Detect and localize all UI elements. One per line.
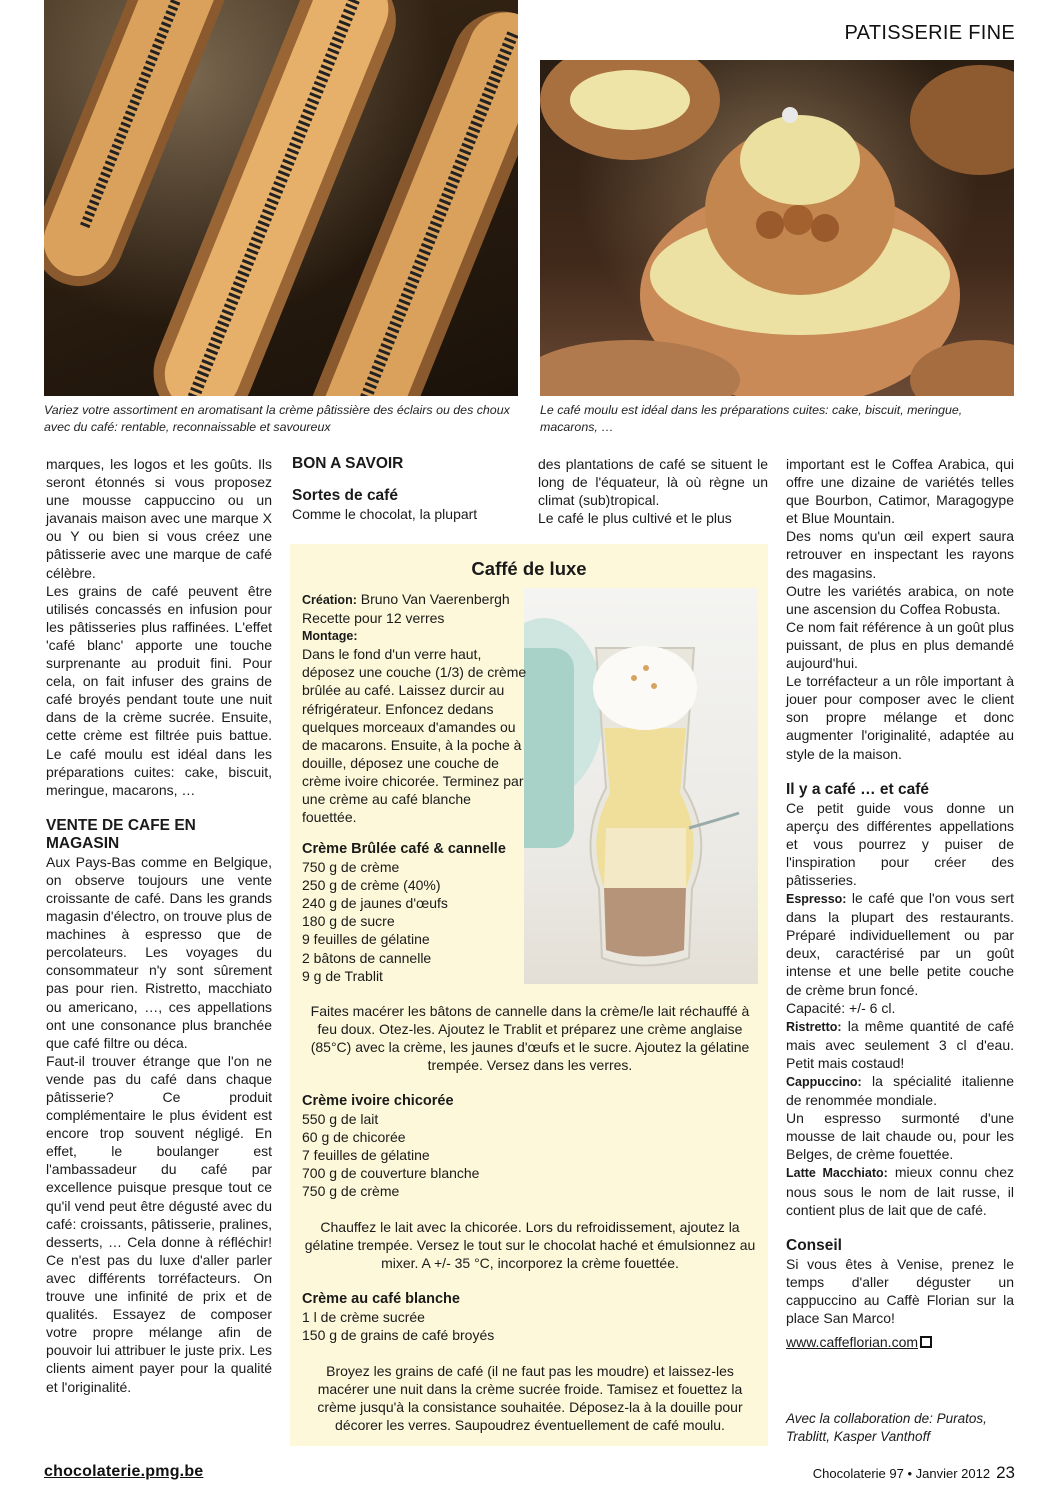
ingredient: 750 g de crème: [302, 1183, 400, 1200]
recipe-intro: [302, 590, 528, 826]
ingredient: 750 g de crème: [302, 859, 400, 876]
choux-photo: [540, 60, 1014, 396]
column-3: [538, 455, 768, 527]
heading-il-y-a-cafe: Il y a café … et café: [786, 780, 930, 798]
blanche-ingredients: [302, 1290, 758, 1344]
label: Création:: [302, 593, 357, 607]
ingredient: 60 g de chicorée: [302, 1129, 406, 1146]
heading-ivoire: Crème ivoire chicorée: [302, 1093, 454, 1109]
caption-left: Variez votre assortiment en aromatisant la crème pâtissière des éclairs ou des choux avec du café: rentable, reconnaissable et savoureux: [44, 403, 510, 434]
caption-right: Le café moulu est idéal dans les préparations cuites: cake, biscuit, meringue, macarons, …: [540, 403, 963, 434]
ingredient: 180 g de sucre: [302, 913, 395, 930]
ristretto-entry: [786, 1017, 1014, 1072]
label: Latte Macchiato:: [786, 1166, 888, 1181]
ingredient: 9 feuilles de gélatine: [302, 931, 430, 948]
footer-issue: [813, 1463, 1015, 1483]
ingredient: 240 g de jaunes d'œufs: [302, 895, 448, 912]
column-2: [292, 455, 518, 523]
ingredient: 150 g de grains de café broyés: [302, 1327, 495, 1344]
brulee-method: Faites macérer les bâtons de cannelle dans la crème/le lait réchauffé à feu doux. Otez-les. Ajoutez le Trablit et préparez une crème anglaise (85°C) avec la crème, les jaunes d'œufs et le sucre. Ajoutez la gélatine trempée. Versez dans les verres.: [310, 1003, 750, 1074]
espresso-entry: [786, 889, 1014, 999]
label: Espresso:: [786, 892, 847, 907]
eclairs-photo: [44, 0, 518, 396]
paragraph: Aux Pays-Bas comme en Belgique, on observe toujours une vente croissante de café. Dans les grands magasin d'électro, on trouve plus de machines à espresso que de percolateurs. Les voyages du consommateur n'y sont sûrement pas pour rien. Ristretto, macchiato ou americano, …, ces appellations ont une consonance plus branchée que café filtre ou déca.: [46, 853, 272, 1051]
brulee-ingredients: [302, 840, 528, 985]
issue-text: Chocolaterie 97 • Janvier 2012: [812, 1466, 991, 1481]
paragraph: Ce nom fait référence à un goût plus puissant, de plus en plus demandé aujourd'hui.: [786, 618, 1014, 672]
paragraph: Des noms qu'un œil expert saura retrouver en inspectant les rayons des magasins.: [786, 528, 1014, 581]
recipe-title: Caffé de luxe: [471, 558, 587, 579]
text: la spécialité italienne de renommée mondiale.: [786, 1073, 1014, 1109]
glass-dessert-photo: [524, 588, 758, 984]
paragraph: Les grains de café peuvent être utilisés concassés en infusion pour les pâtisseries plus raffinées. L'effet 'café blanc' apporte une touche surprenante au produit fini. Pour cela, on fait infuser des grains de café broyés pendant toute une nuit dans de la crème sucrée. Ensuite, cette crème est filtrée puis battue. Le café moulu est idéal dans les préparations cuites: cake, biscuit, meringue, macarons, …: [46, 582, 272, 798]
paragraph: Si vous êtes à Venise, prenez le temps d'aller déguster un cappuccino au Caffè Florian sur la place San Marco!: [786, 1255, 1014, 1327]
ingredient: 9 g de Trablit: [302, 967, 383, 984]
ivoire-ingredients: [302, 1092, 758, 1201]
paragraph: Le torréfacteur a un rôle important à jouer pour composer avec le client son propre mélange et donc augmenter l'originalité, adaptée au style de la maison.: [786, 673, 1014, 762]
heading-blanche: Crème au café blanche: [302, 1291, 460, 1307]
ingredient: 250 g de crème (40%): [302, 877, 441, 894]
footer-website[interactable]: chocolaterie.pmg.be: [44, 1463, 204, 1480]
montage-text: Dans le fond d'un verre haut, déposez une couche (1/3) de crème brûlée au café. Laissez durcir au réfrigérateur. Enfoncez dedans quelques morceaux d'amandes ou de macarons. Ensuite, à la poche à douille, déposez une couche de crème ivoire chicorée. Terminez par une crème au café blanche fouettée.: [302, 646, 527, 826]
text: Bruno Van Vaerenbergh: [356, 591, 510, 607]
heading-vente: VENTE DE CAFE EN MAGASIN: [46, 816, 196, 852]
paragraph: marques, les logos et les goûts. Ils seront étonnés si vous proposez une mousse cappuccino ou un javanais maison avec une marque X ou Y ou bien si vous créez une pâtisserie avec une marque de café célèbre.: [46, 456, 272, 581]
label: Cappuccino:: [786, 1075, 862, 1089]
ingredient: 7 feuilles de gélatine: [302, 1147, 430, 1164]
paragraph: Comme le chocolat, la plupart: [292, 506, 478, 522]
paragraph: Un espresso surmonté d'une mousse de lait chaude ou, pour les Belges, de crème fouettée.: [786, 1110, 1014, 1163]
ingredient: 2 bâtons de cannelle: [302, 949, 432, 966]
text: Recette pour 12 verres: [302, 610, 445, 627]
label: Montage:: [302, 629, 358, 644]
heading-conseil: Conseil: [786, 1236, 842, 1254]
paragraph: des plantations de café se situent le long de l'équateur, là où règne un climat (sub)tropical.: [538, 456, 768, 509]
ingredient: 1 l de crème sucrée: [302, 1309, 425, 1326]
paragraph: Faut-il trouver étrange que l'on ne vende pas du café dans chaque pâtisserie? Ce produit complémentaire le plus évident est encore trop souvent négligé. En effet, le boulanger est l'ambassadeur du café par excellence puisque presque tout ce qu'il vend peut être dégusté avec du café: croissants, pâtisserie, pralines, desserts, … Cela donne à réfléchir! Ce n'est pas du luxe d'aller parler avec différents torréfacteurs. On trouve une infinité de prix et de qualités. Essayez de composer votre propre mélange afin de pouvoir lui attribuer le juste prix. Les clients aiment payer pour la qualité et l'originalité.: [46, 1052, 272, 1395]
text: le café que l'on vous sert dans la plupart des restaurants. Préparé individuellement ou par deux, caractérisé par un goût intense et une belle petite couche de crème brun foncé.: [786, 890, 1014, 998]
paragraph: Ce petit guide vous donne un aperçu des différentes appellations et vous pourrez y puiser de l'inspiration pour créer des pâtisseries.: [786, 799, 1014, 888]
text: la même quantité de café mais avec seulement 3 cl d'eau. Petit mais costaud!: [786, 1017, 1014, 1071]
recipe-box: [290, 544, 768, 1446]
cappuccino-entry: [786, 1072, 1014, 1109]
page-number: 23: [996, 1463, 1015, 1482]
ingredient: 700 g de couverture blanche: [302, 1165, 480, 1182]
paragraph: Capacité: +/- 6 cl.: [786, 999, 896, 1016]
section-tag: PATISSERIE FINE: [844, 22, 1015, 44]
column-1: [46, 455, 272, 1396]
ingredient: 550 g de lait: [302, 1111, 379, 1128]
credits: Avec la collaboration de: Puratos, Trablitt, Kasper Vanthoff: [786, 1411, 987, 1444]
caffeflorian-link[interactable]: www.caffeflorian.com: [786, 1334, 919, 1351]
column-4: [786, 455, 1014, 1351]
heading-sortes: Sortes de café: [292, 487, 398, 504]
end-square-icon: [920, 1336, 932, 1348]
heading-bon-a-savoir: BON A SAVOIR: [292, 455, 404, 472]
label: Ristretto:: [786, 1019, 842, 1034]
paragraph: important est le Coffea Arabica, qui offre une dizaine de variétés telles que Bourbon, Catimor, Maragogype et Blue Mountain.: [786, 456, 1014, 527]
paragraph: Le café le plus cultivé et le plus: [538, 510, 732, 527]
blanche-method: Broyez les grains de café (il ne faut pas les moudre) et laissez-les macérer une nuit dans la crème sucrée froide. Tamisez et fouettez la crème jusqu'à la consistance souhaitée. Déposez-la à la douille pour décorer les verres. Saupoudrez éventuellement de café moulu.: [317, 1363, 743, 1434]
latte-entry: [786, 1163, 1014, 1218]
ivoire-method: Chauffez le lait avec la chicorée. Lors du refroidissement, ajoutez la gélatine trempée. Versez le tout sur le chocolat haché et émulsionnez au mixer. A +/- 35 °C, incorporez la crème fouettée.: [304, 1219, 756, 1272]
text: mieux connu chez nous sous le nom de lait russe, il contient plus de lait que de café.: [786, 1164, 1014, 1218]
heading-brulee: Crème Brûlée café & cannelle: [302, 841, 506, 857]
paragraph: Outre les variétés arabica, on note une ascension du Coffea Robusta.: [786, 582, 1014, 617]
